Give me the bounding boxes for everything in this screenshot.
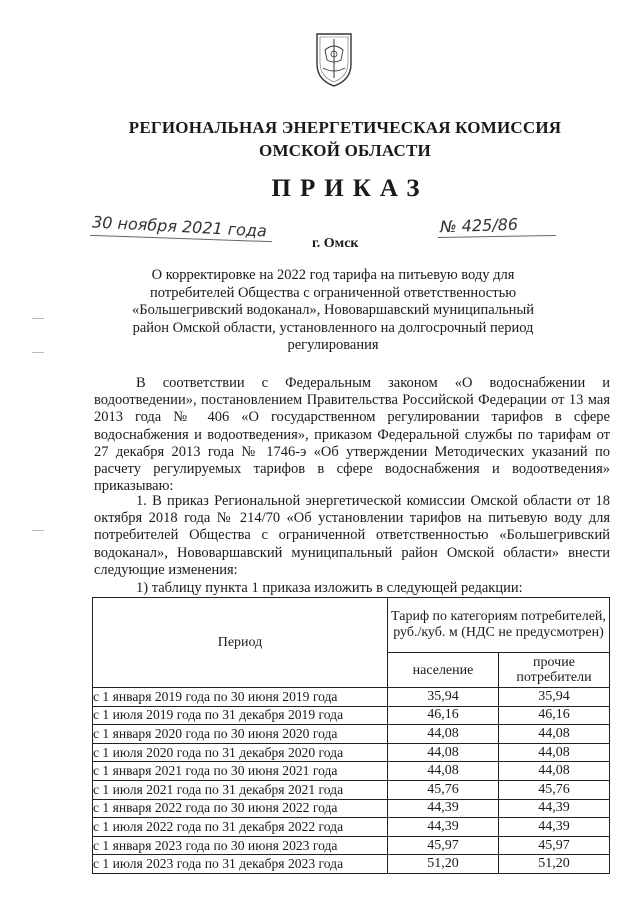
other-tariff-cell: 44,39 <box>499 799 610 818</box>
table-caption: 1) таблицу пункта 1 приказа изложить в следующей редакции: <box>136 580 523 596</box>
margin-mark <box>32 318 44 319</box>
organization-name-line1: РЕГИОНАЛЬНАЯ ЭНЕРГЕТИЧЕСКАЯ КОМИССИЯ <box>128 118 562 137</box>
column-header-tariff: Тариф по категориям потребителей, руб./куб. м (НДС не предусмотрен) <box>388 598 610 653</box>
table-row <box>93 706 610 725</box>
population-tariff-cell: 44,08 <box>388 762 499 781</box>
other-tariff-cell: 44,08 <box>499 762 610 781</box>
population-tariff-cell: 46,16 <box>388 706 499 725</box>
handwritten-date: 30 ноября 2021 года <box>91 212 268 241</box>
table-row <box>93 818 610 837</box>
table-row <box>93 855 610 874</box>
column-header-population: население <box>388 653 499 688</box>
table-row <box>93 799 610 818</box>
period-cell: с 1 июля 2019 года по 31 декабря 2019 года <box>93 706 388 725</box>
table-row <box>93 725 610 744</box>
other-tariff-cell: 45,97 <box>499 836 610 855</box>
table-row <box>93 836 610 855</box>
other-tariff-cell: 44,39 <box>499 818 610 837</box>
organization-name-line2: ОМСКОЙ ОБЛАСТИ <box>259 141 431 160</box>
period-cell: с 1 июля 2022 года по 31 декабря 2022 года <box>93 818 388 837</box>
column-header-period: Период <box>93 598 388 688</box>
coat-of-arms-icon <box>314 30 354 88</box>
margin-mark <box>32 530 44 531</box>
population-tariff-cell: 45,97 <box>388 836 499 855</box>
other-tariff-cell: 44,08 <box>499 725 610 744</box>
population-tariff-cell: 35,94 <box>388 688 499 707</box>
population-tariff-cell: 44,39 <box>388 818 499 837</box>
handwritten-order-number: № 425/86 <box>439 214 519 237</box>
other-tariff-cell: 51,20 <box>499 855 610 874</box>
table-row <box>93 688 610 707</box>
period-cell: с 1 июля 2020 года по 31 декабря 2020 года <box>93 743 388 762</box>
amendment-paragraph: 1. В приказ Региональной энергетической комиссии Омской области от 18 октября 2018 года № 214/70 «Об установлении тарифов на питьевую воду для потребителей Общества с ограниченной ответственностью «Большегривский водоканал», Нововаршавский муниципальный район Омской области» внести следующие изменения: <box>94 493 610 578</box>
city-label: г. Омск <box>312 236 359 251</box>
period-cell: с 1 января 2020 года по 30 июня 2020 года <box>93 725 388 744</box>
table-row <box>93 780 610 799</box>
period-cell: с 1 июля 2023 года по 31 декабря 2023 года <box>93 855 388 874</box>
other-tariff-cell: 45,76 <box>499 780 610 799</box>
population-tariff-cell: 51,20 <box>388 855 499 874</box>
preamble-paragraph: В соответствии с Федеральным законом «О водоснабжении и водоотведении», постановлением Правительства Российской Федерации от 13 мая 2013 года № 406 «О государственном регулировании тарифов в сфере водоснабжения и водоотведения», приказом Федеральной службы по тарифам от 27 декабря 2013 года № 1746-э «Об утверждении Методических указаний по расчету регулируемых тарифов в сфере водоснабжения и водоотведения» приказываю: <box>94 375 610 495</box>
table-row <box>93 743 610 762</box>
table-row <box>93 762 610 781</box>
document-type-title: ПРИКАЗ <box>271 175 429 202</box>
period-cell: с 1 января 2022 года по 30 июня 2022 года <box>93 799 388 818</box>
other-tariff-cell: 35,94 <box>499 688 610 707</box>
column-header-other-consumers: прочие потребители <box>499 653 610 688</box>
tariff-table <box>92 597 610 874</box>
population-tariff-cell: 44,08 <box>388 725 499 744</box>
other-tariff-cell: 46,16 <box>499 706 610 725</box>
population-tariff-cell: 44,08 <box>388 743 499 762</box>
population-tariff-cell: 45,76 <box>388 780 499 799</box>
period-cell: с 1 января 2023 года по 30 июня 2023 года <box>93 836 388 855</box>
margin-mark <box>32 352 44 353</box>
other-tariff-cell: 44,08 <box>499 743 610 762</box>
period-cell: с 1 января 2019 года по 30 июня 2019 года <box>93 688 388 707</box>
period-cell: с 1 июля 2021 года по 31 декабря 2021 года <box>93 780 388 799</box>
order-subject: О корректировке на 2022 год тарифа на питьевую воду для потребителей Общества с ограниченной ответственностью «Большегривский водоканал», Нововаршавский муниципальный район Омской области, установленного на долгосрочный период регулирования <box>132 267 534 353</box>
population-tariff-cell: 44,39 <box>388 799 499 818</box>
period-cell: с 1 января 2021 года по 30 июня 2021 года <box>93 762 388 781</box>
